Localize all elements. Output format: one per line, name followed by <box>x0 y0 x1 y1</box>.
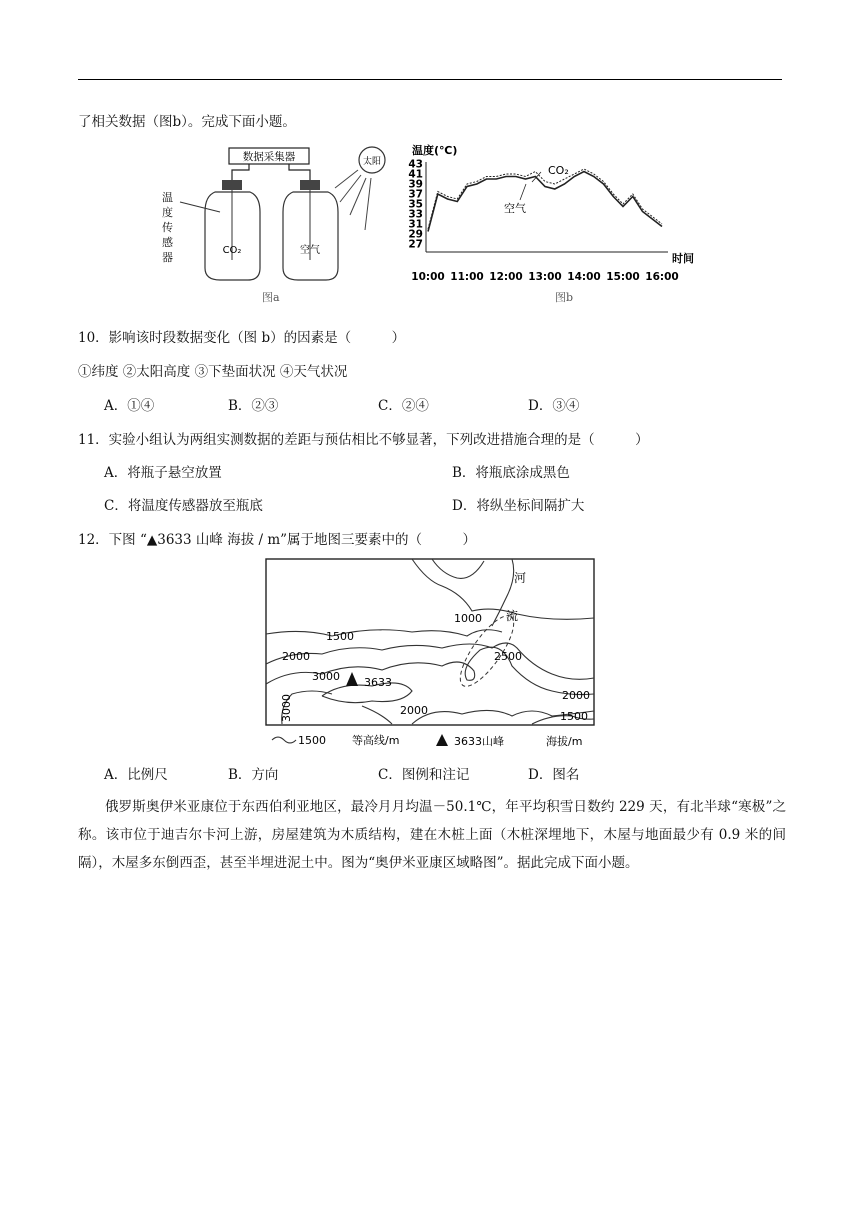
series-co2-line <box>428 169 662 229</box>
x-tick-label: 16:00 <box>645 271 679 283</box>
q12-option-c: C．图例和注记 <box>378 767 470 783</box>
chart-ylabel: 温度(℃) <box>412 144 458 157</box>
map-contour-3000: 3000 <box>312 670 340 683</box>
header-rule <box>78 79 782 80</box>
q11-option-a: A．将瓶子悬空放置 <box>104 465 222 481</box>
figure-b-chart <box>404 140 704 290</box>
q12-option-d: D．图名 <box>528 767 580 783</box>
contour-map <box>262 556 602 752</box>
chart-air-label: 空气 <box>504 202 526 215</box>
q10-option-a: A．①④ <box>104 398 155 414</box>
y-tick-label: 35 <box>408 198 423 211</box>
x-tick-label: 15:00 <box>606 271 640 283</box>
legend-peak-icon <box>436 734 448 746</box>
map-contour-1500: 1500 <box>326 630 354 643</box>
q10-option-d: D．③④ <box>528 398 580 414</box>
map-river-label-2: 流 <box>506 609 519 623</box>
q10-items: ①纬度 ②太阳高度 ③下垫面状况 ④天气状况 <box>78 364 348 380</box>
x-tick-label: 13:00 <box>528 271 562 283</box>
map-contour-3000-left: 3000 <box>280 694 293 722</box>
y-tick-label: 29 <box>408 228 423 241</box>
chart-xlabel: 时间 <box>672 252 694 265</box>
q12-stem: 12．下图 “▲3633 山峰 海拔 / m”属于地图三要素中的（ ） <box>78 532 477 548</box>
q11-option-b: B．将瓶底涂成黑色 <box>452 465 570 481</box>
map-contour-2000: 2000 <box>282 650 310 663</box>
legend-altitude-text: 海拔/m <box>546 735 583 748</box>
y-tick-label: 33 <box>408 208 423 221</box>
x-tick-label: 14:00 <box>567 271 601 283</box>
figure-b-caption: 图b <box>555 291 574 304</box>
wire-left <box>232 164 249 180</box>
map-peak-label: 3633 <box>364 676 392 689</box>
y-tick-label: 37 <box>408 188 423 201</box>
y-tick-label: 41 <box>408 168 423 181</box>
q11-option-d: D．将纵坐标间隔扩大 <box>452 498 585 514</box>
x-tick-label: 12:00 <box>489 271 523 283</box>
sun-label: 太阳 <box>362 157 382 167</box>
air-pointer <box>520 184 526 200</box>
q10-stem: 10．影响该时段数据变化（图 b）的因素是（ ） <box>78 330 406 346</box>
legend-peak-text: 3633山峰 <box>454 735 504 748</box>
intro-text: 了相关数据（图b）。完成下面小题。 <box>78 114 296 130</box>
y-tick-label: 39 <box>408 178 423 191</box>
figure-a-caption: 图a <box>262 291 280 304</box>
map-contour-2000-right: 2000 <box>562 689 590 702</box>
legend-contour-icon <box>272 737 296 743</box>
figure-a <box>160 140 400 310</box>
collector-label: 数据采集器 <box>242 151 296 163</box>
legend-contour-text: 等高线/m <box>352 734 400 747</box>
jar-right-label: 空气 <box>300 245 320 256</box>
reading-passage: 俄罗斯奥伊米亚康位于东西伯利亚地区，最冷月月均温－50.1℃，年平均积雪日数约 229 天，有北半球“寒极”之称。该市位于迪吉尔卡河上游，房屋建筑为木质结构，建在木桩上面（木桩深埋地下，木屋与地面最少有 0.9 米的间隔），木屋多东倒西歪，甚至半埋进泥土中。图为“奥伊米亚康区域略图”。据此完成下面小题。 <box>78 799 786 871</box>
q11-stem: 11．实验小组认为两组实测数据的差距与预估相比不够显著，下列改进措施合理的是（ ） <box>78 432 649 448</box>
jar-left-label: CO₂ <box>222 245 242 256</box>
x-tick-label: 11:00 <box>450 271 484 283</box>
map-contour-1000: 1000 <box>454 612 482 625</box>
map-frame <box>266 559 594 725</box>
map-contour-2000-bottom: 2000 <box>400 704 428 717</box>
map-contour-1500-bottom: 1500 <box>560 710 588 723</box>
q12-option-a: A．比例尺 <box>104 767 168 783</box>
q12-option-b: B．方向 <box>228 767 279 783</box>
series-air-line <box>428 172 662 232</box>
sensor-label: 温度传感器 <box>162 191 173 264</box>
legend-contour-value: 1500 <box>298 734 326 747</box>
y-tick-label: 27 <box>408 238 423 251</box>
map-river-label-1: 河 <box>514 571 527 585</box>
wire-right <box>289 164 310 180</box>
y-tick-label: 31 <box>408 218 423 231</box>
y-tick-label: 43 <box>408 158 423 171</box>
q10-option-c: C．②④ <box>378 398 429 414</box>
chart-co2-label: CO₂ <box>548 164 569 177</box>
sun-rays-icon <box>335 170 371 230</box>
lid-right <box>300 180 320 190</box>
map-contour-2500: 2500 <box>494 650 522 663</box>
q11-option-c: C．将温度传感器放至瓶底 <box>104 498 263 514</box>
lid-left <box>222 180 242 190</box>
x-tick-label: 10:00 <box>411 271 445 283</box>
q10-option-b: B．②③ <box>228 398 279 414</box>
